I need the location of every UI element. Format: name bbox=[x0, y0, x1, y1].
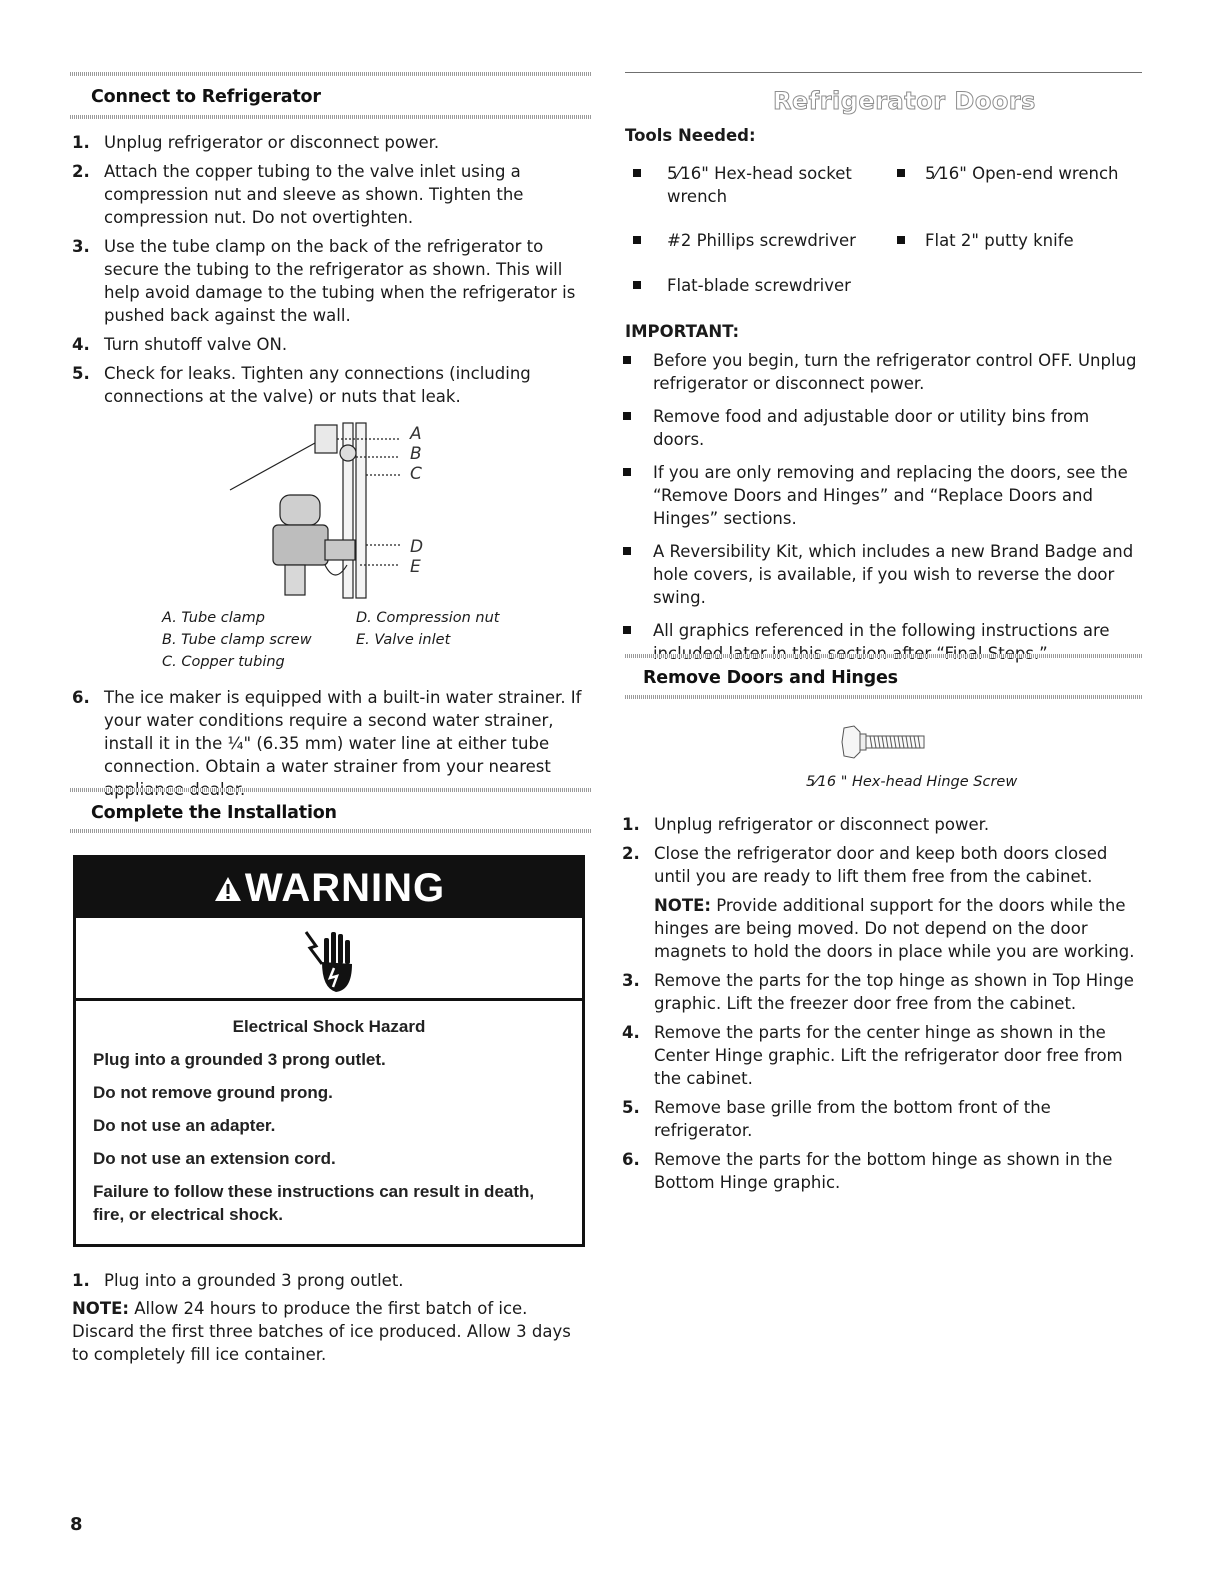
bullet-icon bbox=[623, 547, 631, 555]
list-item: 1. Plug into a grounded 3 prong outlet. bbox=[72, 1271, 404, 1290]
list-item: 1. Unplug refrigerator or disconnect power. bbox=[72, 133, 440, 152]
list-item: 6. Remove the parts for the bottom hinge as shown in the Bottom Hinge graphic. bbox=[622, 1150, 1113, 1192]
bullet-icon bbox=[623, 468, 631, 476]
bullet-icon bbox=[623, 626, 631, 634]
list-item: 4. Remove the parts for the center hinge as shown in the Center Hinge graphic. Lift the refrigerator door free from the cabinet. bbox=[622, 1023, 1123, 1088]
caption-d: D. Compression nut bbox=[356, 610, 500, 626]
tool-item: #2 Phillips screwdriver bbox=[625, 229, 907, 252]
warning-line: Do not remove ground prong. bbox=[93, 1083, 333, 1102]
warning-line: Do not use an adapter. bbox=[93, 1116, 276, 1135]
caption-a: A. Tube clamp bbox=[162, 610, 265, 626]
list-item: 2. Close the refrigerator door and keep both doors closed until you are ready to lift them free from the cabinet. NOTE: Provide additional support for the doors while the hinges are being moved. Do not depend on the door magnets to hold the doors in place while you are working. bbox=[622, 842, 1144, 963]
list-item: 1. Unplug refrigerator or disconnect power. bbox=[622, 815, 990, 834]
warning-line: Do not use an extension cord. bbox=[93, 1149, 336, 1168]
bullet-icon bbox=[897, 236, 905, 244]
hinge-note: NOTE: Provide additional support for the doors while the hinges are being moved. Do not depend on the door magnets to hold the doors in place while you are working. bbox=[654, 896, 1135, 961]
bullet-icon bbox=[633, 236, 641, 244]
list-item: Remove food and adjustable door or utility bins from doors. bbox=[621, 405, 1143, 451]
tool-item: Flat-blade screwdriver bbox=[625, 274, 967, 297]
section-rule-bottom bbox=[625, 695, 1142, 699]
bullet-icon bbox=[897, 169, 905, 177]
bullet-icon bbox=[623, 412, 631, 420]
list-item: 6. The ice maker is equipped with a built-in water strainer. If your water conditions require a second water strainer, install it in the ¼" (6.35 mm) water line at either tube connection. Obtain a water strainer from your nearest bbox=[72, 688, 582, 776]
diagram-label-c: C bbox=[410, 464, 422, 484]
list-item: 2. Attach the copper tubing to the valve inlet using a compression nut and sleeve as shown. Tighten the compression nut. Do not overtighten. bbox=[72, 162, 524, 227]
section-rule-bottom bbox=[70, 115, 592, 119]
remove-steps-list bbox=[622, 813, 1144, 1200]
bullet-icon bbox=[633, 281, 641, 289]
list-item: 4. Turn shutoff valve ON. bbox=[72, 335, 288, 354]
ice-note: NOTE: Allow 24 hours to produce the first batch of ice. Discard the first three batches of ice produced. Allow 3 days to completely fill ice container. bbox=[72, 1299, 571, 1364]
page-number: 8 bbox=[70, 1514, 83, 1535]
tool-item: 5⁄16" Open-end wrench bbox=[895, 162, 1175, 185]
warning-banner: WARNING bbox=[76, 858, 582, 918]
electric-shock-icon bbox=[300, 924, 362, 996]
diagram-label-e: E bbox=[410, 557, 421, 577]
section-rule-top bbox=[70, 788, 592, 792]
tool-item: 5⁄16" Hex-head socket wrench bbox=[625, 162, 907, 208]
section-rule-top bbox=[70, 72, 592, 76]
remove-heading: Remove Doors and Hinges bbox=[643, 668, 898, 688]
bullet-icon bbox=[633, 169, 641, 177]
hinge-screw-icon bbox=[840, 722, 930, 762]
caption-b: B. Tube clamp screw bbox=[162, 632, 312, 648]
tools-heading: Tools Needed: bbox=[625, 126, 756, 145]
important-list bbox=[621, 349, 1143, 675]
diagram-label-a: A bbox=[410, 424, 422, 444]
warning-line: Plug into a grounded 3 prong outlet. bbox=[93, 1050, 386, 1069]
list-item: 5. Remove base grille from the bottom front of the refrigerator. bbox=[622, 1098, 1051, 1140]
diagram-captions-col2 bbox=[356, 607, 556, 651]
list-item: 3. Remove the parts for the top hinge as shown in Top Hinge graphic. Lift the freezer door free from the cabinet. bbox=[622, 971, 1134, 1013]
diagram-label-d: D bbox=[410, 537, 424, 557]
section-rule-top bbox=[625, 654, 1142, 658]
title-rule bbox=[625, 72, 1142, 73]
list-item: All graphics referenced in the following instructions are bbox=[621, 619, 1143, 665]
warning-box bbox=[73, 855, 585, 1247]
page-title: Refrigerator Doors bbox=[773, 87, 1036, 115]
caption-c: C. Copper tubing bbox=[162, 654, 285, 670]
warning-triangle-icon bbox=[213, 860, 243, 920]
caption-e: E. Valve inlet bbox=[356, 632, 451, 648]
list-item: 3. Use the tube clamp on the back of the refrigerator to secure the tubing to the refrigerator as shown. This will help avoid damage to the tubing when the refrigerator is pushed back against the wall. bbox=[72, 237, 576, 325]
bullet-icon bbox=[623, 356, 631, 364]
list-item: 5. Check for leaks. Tighten any connections (including connections at the valve) or nuts that leak. bbox=[72, 364, 531, 406]
hazard-title: Electrical Shock Hazard bbox=[232, 1017, 426, 1036]
connect-heading: Connect to Refrigerator bbox=[91, 87, 321, 107]
warning-line: Failure to follow these instructions can result in death, fire, or electrical shock. bbox=[93, 1182, 535, 1224]
warning-icon-area bbox=[76, 918, 582, 1001]
final-step-list bbox=[72, 1269, 590, 1298]
section-rule-bottom bbox=[70, 829, 592, 833]
diagram-label-b: B bbox=[410, 444, 422, 464]
screw-caption: 5⁄16 " Hex-head Hinge Screw bbox=[806, 774, 1018, 790]
complete-heading: Complete the Installation bbox=[91, 803, 337, 823]
diagram-captions-col1 bbox=[162, 607, 342, 673]
list-item: Before you begin, turn the refrigerator control OFF. Unplug refrigerator or disconnect power. bbox=[621, 349, 1143, 395]
connect-steps-list bbox=[72, 131, 590, 414]
list-item: If you are only removing and replacing the doors, see the “Remove Doors and Hinges” and “Replace Doors and Hinges” sections. bbox=[621, 461, 1143, 530]
list-item: A Reversibility Kit, which includes a new Brand Badge and hole covers, is available, if you wish to reverse the door swing. bbox=[621, 540, 1143, 609]
tool-item: Flat 2" putty knife bbox=[895, 229, 1175, 252]
important-heading: IMPORTANT: bbox=[625, 322, 740, 341]
water-valve-diagram bbox=[225, 415, 445, 600]
